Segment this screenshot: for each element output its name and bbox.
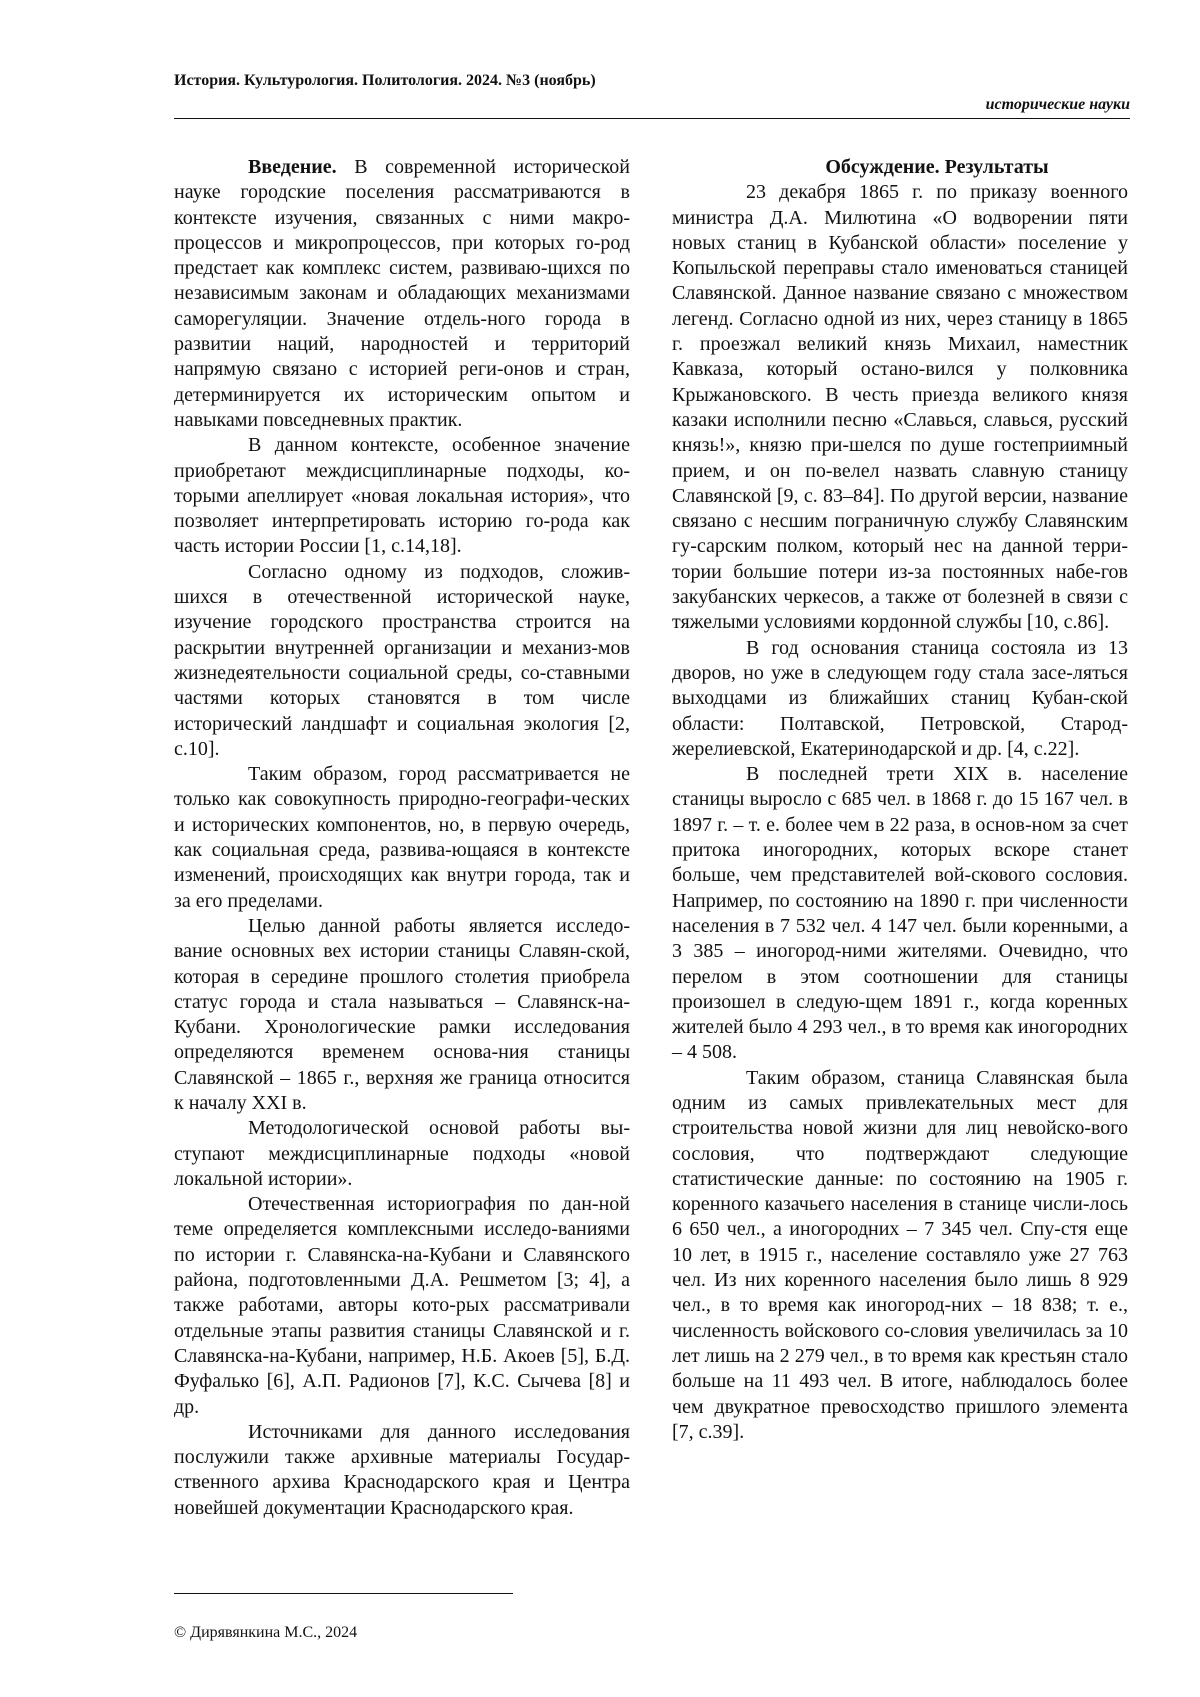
intro-text: В современной исторической науке городские поселения рассматриваются в контексте изучения, связанных с ними макро-процессов и микропроцессов, при которых го-род предстает как комплекс систем, развиваю-щихся по независимым законам и обладающих механизмами саморегуляции. Значение отдель-ного города в развитии наций, народностей и территорий напрямую связано с историей реги-онов и стран, детерминируется их историческим опытом и навыками повседневных практик. (174, 156, 630, 431)
section-label: исторические науки (985, 96, 1130, 113)
left-column (174, 155, 630, 1521)
body-paragraph: Отечественная историография по дан-ной теме определяется комплексными исследо-ваниями по истории г. Славянска-на-Кубани и Славянского района, подготовленными Д.А. Решметом [3; 4], а также работами, авторы кото-рых рассматривали отдельные этапы развития станицы Славянской и г. Славянска-на-Кубани, например, Н.Б. Акоев [5], Б.Д. Фуфалько [6], А.П. Радионов [7], К.С. Сычева [8] и др. (174, 1193, 630, 1418)
discussion-heading: Обсуждение. Результаты (825, 156, 1049, 178)
journal-title: История. Культурология. Политология. 2024. №3 (ноябрь) (174, 72, 596, 89)
body-paragraph: Целью данной работы является исследо-вание основных вех истории станицы Славян-ской, которая в середине прошлого столетия приобрела статус города и стала называться – Славянск-на-Кубани. Хронологические рамки исследования определяются временем основа-ния станицы Славянской – 1865 г., верхняя же граница относится к началу XXI в. (174, 914, 630, 1114)
intro-paragraph (174, 155, 630, 433)
body-paragraph: Согласно одному из подходов, сложив-шихся в отечественной исторической науке, изучение городского пространства строится на раскрытии внутренней организации и механиз-мов жизнедеятельности социальной среды, со-ставными частями которых становятся в том числе исторический ландшафт и социальная экология [2, с.10]. (174, 560, 630, 760)
header-rule (174, 118, 1130, 119)
body-paragraph: Таким образом, станица Славянская была одним из самых привлекательных мест для строительства новой жизни для лиц невойско-вого сословия, что подтверждают следующие статистические данные: по состоянию на 1905 г. коренного казачьего населения в станице числи-лось 6 650 чел., а иногородних – 7 345 чел. Спу-стя еще 10 лет, в 1915 г., население составляло уже 27 763 чел. Из них коренного населения было лишь 8 929 чел., в то время как иногород-них – 18 838; т. е., численность войскового со-словия увеличилась за 10 лет лишь на 2 279 чел., в то время как крестьян стало больше на 11 493 чел. В итоге, наблюдалось более чем двукратное превосходство пришлого элемента [7, с.39]. (672, 1066, 1128, 1443)
intro-heading: Введение. (248, 156, 337, 178)
body-paragraph: Методологической основой работы вы-ступают междисциплинарные подходы «новой локальной истории». (174, 1117, 630, 1190)
body-paragraph: В последней трети XIX в. население станицы выросло с 685 чел. в 1868 г. до 15 167 чел. в 1897 г. – т. е. более чем в 22 раза, в основ-ном за счет притока иногородних, которых вскоре станет больше, чем представителей вой-скового сословия. Например, по состоянию на 1890 г. при численности населения в 7 532 чел. 4 147 чел. были коренными, а 3 385 – иногород-ними жителями. Очевидно, что перелом в этом соотношении для станицы произошел в следую-щем 1891 г., когда коренных жителей было 4 293 чел., в то время как иногородних – 4 508. (672, 763, 1128, 1064)
copyright-note: © Дирявянкина М.С., 2024 (174, 1624, 358, 1641)
page-header (174, 72, 1130, 113)
footnote-rule (174, 1593, 513, 1594)
right-column (672, 155, 1128, 1445)
body-paragraph: В год основания станица состояла из 13 дворов, но уже в следующем году стала засе-ляться выходцами из ближайших станиц Кубан-ской области: Полтавской, Петровской, Старод-жерелиевской, Екатеринодарской и др. [4, с.22]. (672, 636, 1128, 760)
body-paragraph: 23 декабря 1865 г. по приказу военного министра Д.А. Милютина «О водворении пяти новых станиц в Кубанской области» поселение у Копыльской переправы стало именоваться станицей Славянской. Данное название связано с множеством легенд. Согласно одной из них, через станицу в 1865 г. проезжал великий князь Михаил, наместник Кавказа, который остано-вился у полковника Крыжановского. В честь приезда великого князя казаки исполнили песню «Славься, славься, русский князь!», князю при-шелся по душе гостеприимный прием, и он по-велел назвать славную станицу Славянской [9, с. 83–84]. По другой версии, название связано с несшим пограничную службу Славянским гу-сарским полком, который нес на данной терри-тории большие потери из-за постоянных набе-гов закубанских черкесов, а также от болезней в связи с тяжелыми условиями кордонной службы [10, с.86]. (672, 181, 1128, 634)
body-paragraph: Таким образом, город рассматривается не только как совокупность природно-географи-ческих и исторических компонентов, но, в первую очередь, как социальная среда, развива-ющаяся в контексте изменений, происходящих как внутри города, так и за его пределами. (174, 763, 630, 912)
body-paragraph: В данном контексте, особенное значение приобретают междисциплинарные подходы, ко-торыми апеллирует «новая локальная история», что позволяет интерпретировать историю го-рода как часть истории России [1, с.14,18]. (174, 434, 630, 558)
body-paragraph: Источниками для данного исследования послужили также архивные материалы Государ-ственного архива Краснодарского края и Центра новейшей документации Краснодарского края. (174, 1420, 630, 1519)
